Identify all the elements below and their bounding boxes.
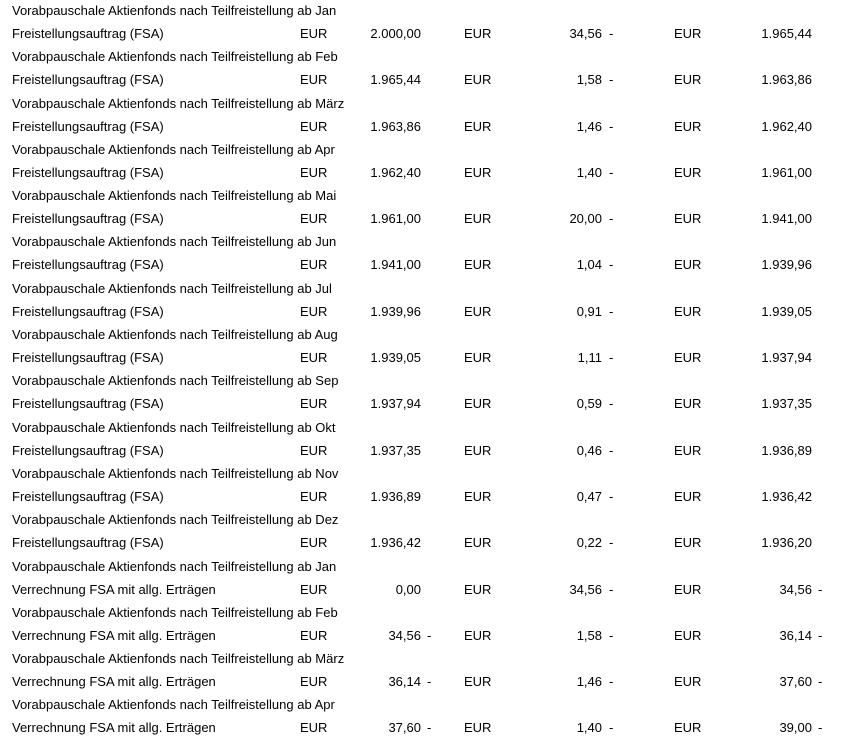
amount-before: 1.962,40 — [370, 164, 421, 180]
currency-after: EUR — [674, 350, 702, 366]
currency-after: EUR — [674, 535, 702, 551]
entry-value-row — [0, 72, 852, 90]
currency-change: EUR — [464, 164, 492, 180]
sign-after: - — [818, 627, 823, 643]
currency-before: EUR — [300, 488, 328, 504]
amount-change: 34,56 — [569, 26, 602, 41]
currency-before: EUR — [300, 720, 328, 736]
currency-after: EUR — [674, 674, 702, 690]
sign-change: - — [609, 535, 614, 551]
entry-heading: Vorabpauschale Aktienfonds nach Teilfreistellung ab Jan — [12, 3, 337, 18]
statement-entry — [0, 324, 852, 370]
currency-before: EUR — [300, 164, 328, 180]
currency-after: EUR — [674, 118, 702, 134]
currency-after: EUR — [674, 627, 702, 643]
sign-change: - — [609, 118, 614, 134]
entry-description: Verrechnung FSA mit allg. Erträgen — [12, 581, 216, 597]
entry-description: Freistellungsauftrag (FSA) — [12, 72, 164, 88]
statement-entry — [0, 463, 852, 509]
amount-before: 2.000,00 — [370, 26, 421, 41]
statement-entry — [0, 46, 852, 92]
currency-change: EUR — [464, 627, 492, 643]
currency-change: EUR — [464, 535, 492, 551]
amount-after: 1.937,94 — [761, 350, 812, 366]
amount-before: 34,56 — [388, 627, 421, 643]
sign-change: - — [609, 442, 614, 458]
currency-change: EUR — [464, 72, 492, 88]
sign-change: - — [609, 257, 614, 273]
entry-description: Freistellungsauftrag (FSA) — [12, 303, 164, 319]
currency-after: EUR — [674, 442, 702, 458]
currency-before: EUR — [300, 26, 328, 41]
statement-entry — [0, 231, 852, 277]
currency-before: EUR — [300, 211, 328, 227]
entry-value-row — [0, 396, 852, 414]
amount-change: 1,04 — [576, 257, 602, 273]
entry-heading: Vorabpauschale Aktienfonds nach Teilfreistellung ab Apr — [12, 697, 335, 713]
sign-before: - — [427, 720, 432, 736]
amount-after: 1.936,20 — [761, 535, 812, 551]
entry-value-row — [0, 535, 852, 553]
amount-after: 1.963,86 — [761, 72, 812, 88]
amount-change: 1,46 — [576, 674, 602, 690]
entry-heading: Vorabpauschale Aktienfonds nach Teilfreistellung ab März — [12, 95, 345, 111]
statement-entry — [0, 509, 852, 555]
currency-change: EUR — [464, 26, 492, 41]
amount-before: 1.965,44 — [370, 72, 421, 88]
amount-before: 1.939,05 — [370, 350, 421, 366]
currency-before: EUR — [300, 303, 328, 319]
currency-change: EUR — [464, 257, 492, 273]
entry-value-row — [0, 211, 852, 229]
amount-before: 1.937,94 — [370, 396, 421, 412]
currency-before: EUR — [300, 627, 328, 643]
entry-value-row — [0, 26, 852, 44]
statement-entry — [0, 694, 852, 740]
entry-description: Freistellungsauftrag (FSA) — [12, 118, 164, 134]
amount-change: 1,46 — [576, 118, 602, 134]
entry-heading: Vorabpauschale Aktienfonds nach Teilfreistellung ab März — [12, 651, 345, 667]
currency-before: EUR — [300, 535, 328, 551]
currency-after: EUR — [674, 257, 702, 273]
amount-before: 1.936,89 — [370, 488, 421, 504]
entry-value-row — [0, 119, 852, 137]
currency-after: EUR — [674, 720, 702, 736]
currency-change: EUR — [464, 118, 492, 134]
amount-before: 37,60 — [388, 720, 421, 736]
amount-after: 1.939,05 — [761, 303, 812, 319]
currency-after: EUR — [674, 26, 702, 41]
sign-before: - — [427, 627, 432, 643]
currency-before: EUR — [300, 118, 328, 134]
currency-before: EUR — [300, 350, 328, 366]
amount-after: 36,14 — [779, 627, 812, 643]
amount-before: 1.937,35 — [370, 442, 421, 458]
sign-change: - — [609, 674, 614, 690]
amount-change: 1,58 — [576, 627, 602, 643]
currency-after: EUR — [674, 303, 702, 319]
currency-before: EUR — [300, 72, 328, 88]
entry-description: Freistellungsauftrag (FSA) — [12, 442, 164, 458]
currency-before: EUR — [300, 257, 328, 273]
amount-change: 34,56 — [569, 581, 602, 597]
currency-after: EUR — [674, 72, 702, 88]
amount-before: 1.939,96 — [370, 303, 421, 319]
currency-change: EUR — [464, 488, 492, 504]
sign-change: - — [609, 211, 614, 227]
entry-heading: Vorabpauschale Aktienfonds nach Teilfreistellung ab Feb — [12, 49, 338, 65]
entry-value-row — [0, 720, 852, 738]
entry-description: Freistellungsauftrag (FSA) — [12, 488, 164, 504]
sign-change: - — [609, 72, 614, 88]
amount-before: 0,00 — [395, 581, 421, 597]
entry-value-row — [0, 489, 852, 507]
currency-change: EUR — [464, 442, 492, 458]
statement-entry — [0, 648, 852, 694]
currency-after: EUR — [674, 211, 702, 227]
currency-before: EUR — [300, 674, 328, 690]
currency-change: EUR — [464, 396, 492, 412]
statement-entry — [0, 0, 852, 46]
amount-change: 0,91 — [576, 303, 602, 319]
sign-change: - — [609, 581, 614, 597]
statement-entry — [0, 139, 852, 185]
amount-change: 20,00 — [569, 211, 602, 227]
amount-before: 1.961,00 — [370, 211, 421, 227]
currency-change: EUR — [464, 350, 492, 366]
amount-change: 0,47 — [576, 488, 602, 504]
currency-after: EUR — [674, 164, 702, 180]
currency-change: EUR — [464, 581, 492, 597]
currency-after: EUR — [674, 581, 702, 597]
amount-change: 1,11 — [577, 350, 602, 366]
amount-after: 34,56 — [779, 581, 812, 597]
sign-change: - — [609, 350, 614, 366]
statement-entry — [0, 278, 852, 324]
currency-after: EUR — [674, 488, 702, 504]
entry-value-row — [0, 350, 852, 368]
entry-value-row — [0, 443, 852, 461]
entry-value-row — [0, 165, 852, 183]
amount-after: 1.936,89 — [761, 442, 812, 458]
amount-after: 1.961,00 — [761, 164, 812, 180]
currency-change: EUR — [464, 674, 492, 690]
amount-before: 36,14 — [388, 674, 421, 690]
amount-after: 1.962,40 — [761, 118, 812, 134]
entry-heading: Vorabpauschale Aktienfonds nach Teilfreistellung ab Okt — [12, 419, 336, 435]
entry-value-row — [0, 628, 852, 646]
entry-heading: Vorabpauschale Aktienfonds nach Teilfreistellung ab Sep — [12, 373, 339, 389]
amount-change: 1,40 — [576, 164, 602, 180]
amount-before: 1.936,42 — [370, 535, 421, 551]
currency-change: EUR — [464, 720, 492, 736]
amount-change: 0,46 — [576, 442, 602, 458]
entry-description: Verrechnung FSA mit allg. Erträgen — [12, 627, 216, 643]
amount-after: 1.936,42 — [761, 488, 812, 504]
sign-change: - — [609, 627, 614, 643]
sign-change: - — [609, 396, 614, 412]
entry-heading: Vorabpauschale Aktienfonds nach Teilfreistellung ab Aug — [12, 327, 338, 343]
sign-change: - — [609, 488, 614, 504]
entry-description: Freistellungsauftrag (FSA) — [12, 396, 164, 412]
statement-entry — [0, 370, 852, 416]
statement-entry — [0, 185, 852, 231]
entry-value-row — [0, 257, 852, 275]
entry-heading: Vorabpauschale Aktienfonds nach Teilfreistellung ab Jun — [12, 234, 337, 250]
currency-change: EUR — [464, 303, 492, 319]
entry-heading: Vorabpauschale Aktienfonds nach Teilfreistellung ab Feb — [12, 604, 338, 620]
entry-description: Freistellungsauftrag (FSA) — [12, 257, 164, 273]
amount-change: 0,59 — [576, 396, 602, 412]
sign-change: - — [609, 720, 614, 736]
amount-after: 37,60 — [779, 674, 812, 690]
sign-change: - — [609, 26, 614, 41]
entry-heading: Vorabpauschale Aktienfonds nach Teilfreistellung ab Jan — [12, 558, 337, 574]
amount-change: 1,58 — [576, 72, 602, 88]
amount-change: 1,40 — [576, 720, 602, 736]
sign-before: - — [427, 674, 432, 690]
amount-after: 39,00 — [779, 720, 812, 736]
entry-description: Verrechnung FSA mit allg. Erträgen — [12, 720, 216, 736]
entry-heading: Vorabpauschale Aktienfonds nach Teilfreistellung ab Nov — [12, 465, 339, 481]
amount-after: 1.937,35 — [761, 396, 812, 412]
entry-heading: Vorabpauschale Aktienfonds nach Teilfreistellung ab Apr — [12, 141, 335, 157]
sign-after: - — [818, 720, 823, 736]
currency-before: EUR — [300, 396, 328, 412]
sign-change: - — [609, 164, 614, 180]
entry-value-row — [0, 582, 852, 600]
amount-before: 1.941,00 — [370, 257, 421, 273]
amount-before: 1.963,86 — [370, 118, 421, 134]
entry-description: Freistellungsauftrag (FSA) — [12, 535, 164, 551]
sign-change: - — [609, 303, 614, 319]
amount-after: 1.939,96 — [761, 257, 812, 273]
entry-heading: Vorabpauschale Aktienfonds nach Teilfreistellung ab Mai — [12, 188, 337, 204]
entry-value-row — [0, 304, 852, 322]
entry-description: Freistellungsauftrag (FSA) — [12, 164, 164, 180]
currency-before: EUR — [300, 581, 328, 597]
sign-after: - — [818, 581, 823, 597]
statement-entry — [0, 417, 852, 463]
entry-description: Freistellungsauftrag (FSA) — [12, 26, 164, 41]
statement-entry — [0, 602, 852, 648]
amount-after: 1.941,00 — [761, 211, 812, 227]
entry-description: Freistellungsauftrag (FSA) — [12, 211, 164, 227]
amount-after: 1.965,44 — [761, 26, 812, 41]
entry-description: Freistellungsauftrag (FSA) — [12, 350, 164, 366]
currency-change: EUR — [464, 211, 492, 227]
currency-before: EUR — [300, 442, 328, 458]
entry-description: Verrechnung FSA mit allg. Erträgen — [12, 674, 216, 690]
statement-entry — [0, 93, 852, 139]
entry-heading: Vorabpauschale Aktienfonds nach Teilfreistellung ab Dez — [12, 512, 339, 528]
sign-after: - — [818, 674, 823, 690]
entry-value-row — [0, 674, 852, 692]
currency-after: EUR — [674, 396, 702, 412]
amount-change: 0,22 — [576, 535, 602, 551]
entry-heading: Vorabpauschale Aktienfonds nach Teilfreistellung ab Jul — [12, 280, 332, 296]
statement-entry — [0, 556, 852, 602]
